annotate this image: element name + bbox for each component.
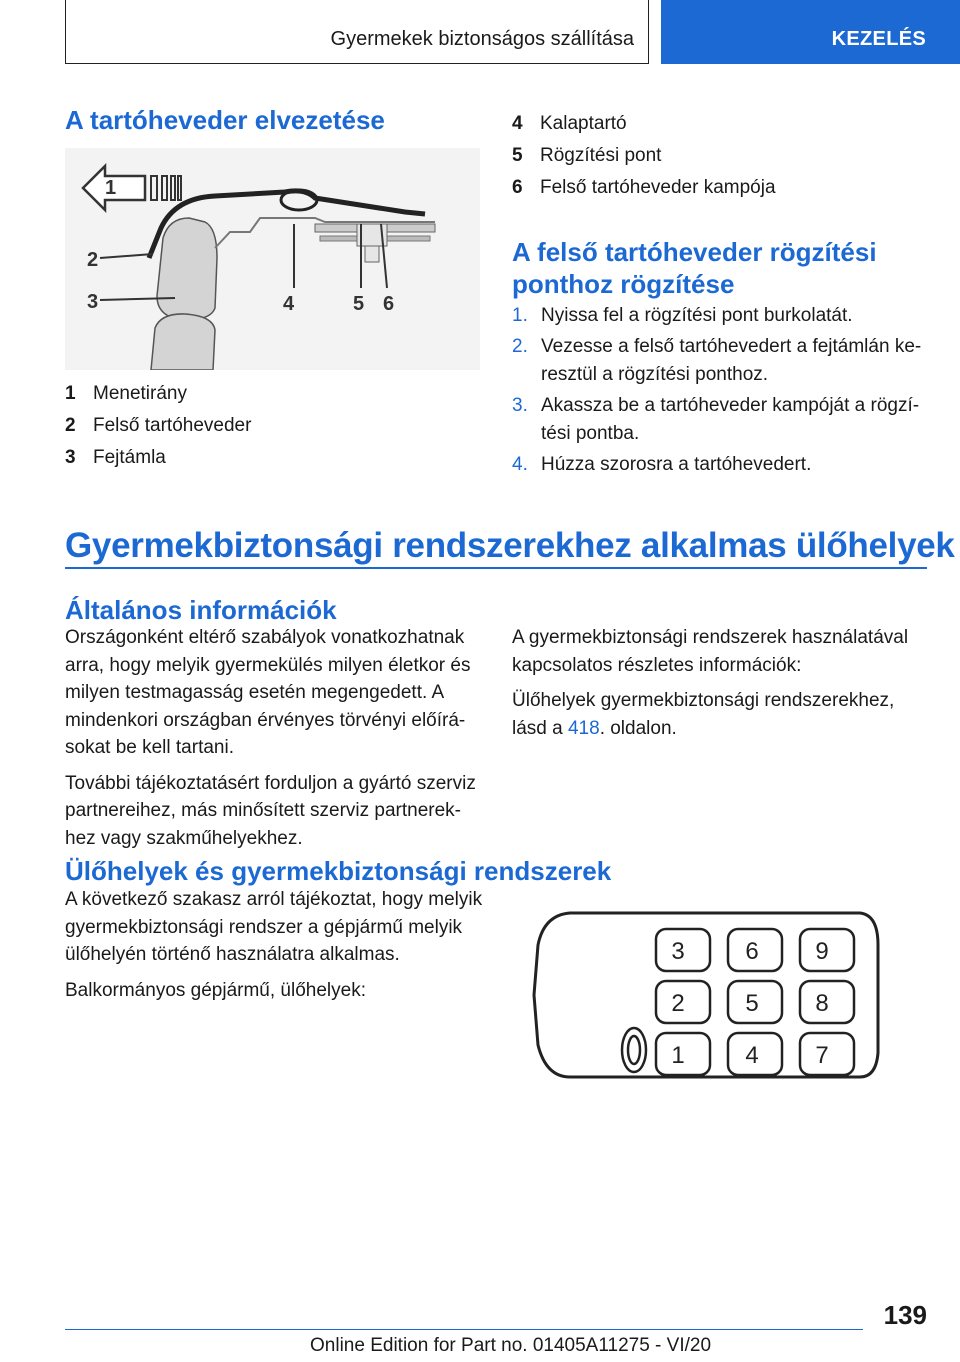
chapter-tab-label: KEZELÉS: [831, 28, 926, 50]
callout-1: 1: [105, 177, 117, 199]
legend-item: 4 Kalaptartó: [512, 113, 627, 134]
callout-4: 4: [283, 293, 295, 315]
footer-rule: [65, 1329, 863, 1330]
step-item: 4. Húzza szorosra a tartóhevedert.: [512, 454, 812, 475]
step-item: 2. Vezesse a felső tartóhevedert a fejtámlán ke-resztül a rögzítési ponthoz.: [512, 336, 922, 385]
general-text-right: A gyermekbiztonsági rendszerek használatával kapcsolatos részletes információk: Ülőhelyek gyermekbiztonsági rendszerekhez, lásd a 418. oldalon.: [512, 627, 909, 739]
strap-routing-figure: [65, 148, 480, 370]
strap-routing-illustration: [65, 148, 480, 370]
svg-text:9: 9: [815, 938, 829, 965]
steering-wheel-icon: [622, 1028, 646, 1072]
chapter-tab[interactable]: [661, 0, 960, 64]
page-number: 139: [883, 1300, 927, 1330]
footer-edition: Online Edition for Part no. 01405A11275 - VI/20: [310, 1335, 712, 1356]
svg-text:4: 4: [745, 1042, 759, 1069]
svg-text:3: 3: [671, 938, 685, 965]
callout-5: 5: [353, 293, 365, 315]
svg-text:2: 2: [671, 990, 685, 1017]
step-item: 3. Akassza be a tartóheveder kampóját a rögzí-tési pontba.: [512, 395, 920, 444]
section-heading-seats: Ülőhelyek és gyermekbiztonsági rendszerek: [65, 856, 612, 886]
figure-legend-right: [512, 108, 776, 204]
page-link[interactable]: 418: [567, 717, 600, 739]
legend-item: 2 Felső tartóheveder: [65, 415, 252, 436]
svg-text:8: 8: [815, 990, 829, 1017]
instruction-steps: [512, 302, 927, 482]
seat-layout-diagram: [510, 905, 890, 1085]
section-title: Gyermekek biztonságos szállítása: [330, 28, 634, 50]
legend-item: 3 Fejtámla: [65, 447, 166, 468]
step-item: 1. Nyissa fel a rögzítési pont burkolatát.: [512, 305, 853, 326]
chapter-rule: [65, 567, 927, 569]
headrest-shape: [157, 218, 217, 320]
svg-text:6: 6: [745, 938, 759, 965]
legend-item: 1 Menetirány: [65, 383, 187, 404]
general-text-left: Országonként eltérő szabályok vonatkozhatnak arra, hogy melyik gyermekülés milyen életkor és milyen testmagasság esetén megengedett. A mindenkori országban érvényes törvényi előírá-sokat be kell tartani. További tájékoztatásért forduljon a gyártó szerviz partnereihez, más minősített szerviz partnerek-hez vagy szakműhelyekhez.: [65, 627, 476, 849]
callout-3: 3: [87, 291, 99, 313]
header-bar: [65, 0, 649, 64]
svg-text:1: 1: [671, 1042, 685, 1069]
seats-text: A következő szakasz arról tájékoztat, hogy melyik gyermekbiztonsági rendszer a gépjármű melyik ülőhelyén történő használatra alkalmas. Balkormányos gépjármű, ülőhelyek:: [65, 889, 483, 1001]
figure-legend-left: [65, 378, 251, 474]
section-heading-strap-routing: A tartóheveder elvezetése: [65, 105, 385, 135]
section-heading-general: Általános információk: [65, 595, 337, 625]
svg-text:7: 7: [815, 1042, 829, 1069]
callout-2: 2: [87, 249, 99, 271]
legend-item: 5 Rögzítési pont: [512, 145, 662, 166]
chapter-heading: Gyermekbiztonsági rendszerekhez alkalmas ülőhelyek: [65, 526, 955, 565]
callout-6: 6: [383, 293, 395, 315]
legend-item: 6 Felső tartóheveder kampója: [512, 177, 776, 198]
svg-text:5: 5: [745, 990, 759, 1017]
section-heading-anchor: A felső tartóheveder rögzítési ponthoz rögzítése: [512, 237, 877, 299]
